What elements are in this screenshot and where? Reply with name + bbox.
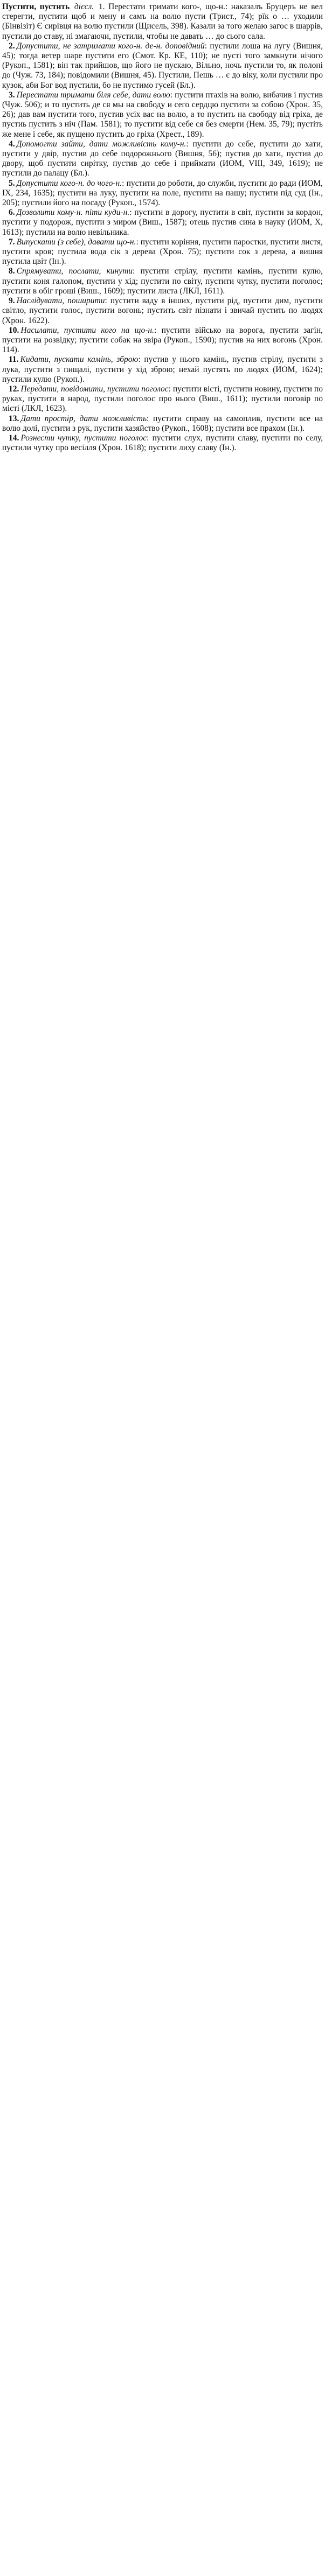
sense-number: 7.	[9, 237, 15, 247]
sense-text: пустив у нього камінь, пустив стрілу, пустити з лука, пустити з пищалі, пустити у хід зброю; нехай пустять по людях (ИОМ, 1624); пустили кулю (Рукоп.).	[2, 355, 323, 384]
sense-definition: Допустити кого-н. до чого-н.	[16, 178, 122, 188]
sense-paragraph: 5. Допустити кого-н. до чого-н.: пустити до роботи, до служби, пустити до ради (ИОМ, IX, 234, 1635); пустити на луку, пустити на поле, пустити на пашу; пустити під суд (Ін., 205); пустили його на посаду (Рукоп., 1574).	[2, 178, 323, 208]
sense-text: пустити слух, пустити славу, пустити по селу, пустили чутку про весілля (Хрон. 1618); пустити лиху славу (Ін.).	[2, 433, 323, 453]
sense-definition: Рознести чутку, пустити поголос	[20, 433, 147, 443]
sense-definition: Перестати тримати біля себе, дати волю	[16, 90, 170, 100]
intro-text: 1. Перестати тримати кого-, що-н.: наказалъ Бруцеръ не вел стерегти, пустити щоб и мену и самъ на волю пусти (Трист., 74); рїк о … уходили (Бінвізіт) Є сирівця на волю пустили (Щисель, 398). Казали за того желаю загос в шаррів, пустили до ставу, ні змагаючи, пустили, чтобы не давать … до сього сала.	[2, 2, 323, 41]
sense-paragraph: 13. Дати простір, дати можливість: пустити справу на самоплив, пустити все на волю долі, пустити з рук, пустити хазяйство (Рукоп., 1608); пустити все прахом (Ін.).	[2, 414, 323, 433]
grammar-label: дієсл.	[74, 2, 94, 11]
sense-number: 12.	[9, 384, 19, 394]
sense-definition: Дати простір, дати можливість	[20, 414, 147, 423]
sense-definition: Допомогти зайти, дати можливість кому-н.	[16, 139, 186, 149]
sense-paragraph: 12. Передати, повідомити, пустити поголос: пустити вісті, пустити новину, пустити по руках, пустити в народ, пустили поголос про нього (Виш., 1611); пустили поговір по місті (ЛКЛ, 1623).	[2, 384, 323, 414]
sense-text: пустити птахів на волю, вибачив і пустив (Чуж. 506); и то пустить де ся мы на свободу и сего сердцю пустити за собою (Хрон. 35, 26); дав вам пустити того, пустив усіх вас на волю, а то пустить на свободу від гріха, де пустиь пустить з ніч (Пам. 1581); то пустити від себе ся без смерти (Нем. 35, 79); пустіть же мене і себе, як пущено пустить до гріха (Хрест., 189).	[2, 90, 323, 139]
sense-number: 8.	[9, 267, 15, 276]
sense-paragraph: 8. Спрямувати, послати, кинути: пустити стрілу, пустити камінь, пустити кулю, пустити коня галопом, пустити у хід; пустити по світу, пустити чутку, пустити поголос; пустити в обіг гроші (Виш., 1609); пустити листа (ЛКЛ, 1611).	[2, 267, 323, 296]
sense-paragraph: 9. Наслідувати, поширити: пустити ваду в інших, пустити рід, пустити дим, пустити світло, пустити голос, пустити вогонь; пустить світ пізнати і звичай пустить по людях (Хрон. 1622).	[2, 296, 323, 325]
sense-definition: Спрямувати, послати, кинути	[16, 267, 133, 276]
sense-paragraph: 7. Випускати (з себе), давати що-н.: пустити коріння, пустити паростки, пустити листя, пустити кров; пустила вода сік з дерева (Хрон. 75); пустити сок з дерева, а вишня пустила цвіт (Ін.).	[2, 237, 323, 267]
sense-text: пустити вісті, пустити новину, пустити по руках, пустити в народ, пустили поголос про нього (Виш., 1611); пустили поговір по місті (ЛКЛ, 1623).	[2, 384, 323, 414]
sense-text: пустити до себе, пустити до хати, пустити у двір, пустив до себе подорожнього (Вишня, 56); пустив до хати, пустив до двору, щоб пустити сирітку, пустив до себе і приймати (ИОМ, VIII, 349, 1619); не пустили до палацу (Бл.).	[2, 139, 323, 178]
sense-definition: Наслідувати, поширити	[16, 296, 105, 306]
sense-number: 6.	[9, 208, 15, 218]
sense-paragraph: 11. Кидати, пускати камінь, зброю: пустив у нього камінь, пустив стрілу, пустити з лука, пустити з пищалі, пустити у хід зброю; нехай пустять по людях (ИОМ, 1624); пустили кулю (Рукоп.).	[2, 355, 323, 384]
sense-text: пустили лоша на лугу (Вишня, 45); тогда ветер шаре пустити его (Смот. Кр. КЕ, 110); не пусті того замкнути нічого (Рукоп., 1581); він так прийшов, що його не пускаю, Вільно, ночь пустили то, як полоні до (Чуж. 73, 184); повідомили (Вишня, 45). Пустили, Пешь … є до віку, коли пустили про кузок, аби Бог вод пустили, бо не пустимо гусей (Бл.).	[2, 41, 323, 90]
sense-definition: Передати, повідомити, пустити поголос	[20, 384, 169, 394]
sense-text: пустити військо на ворога, пустити загін, пустити на розвідку; пустити собак на звіра (Рукоп., 1590); пустив на них вогонь (Хрон. 114).	[2, 325, 323, 355]
sense-number: 9.	[9, 296, 15, 306]
sense-number: 5.	[9, 178, 15, 188]
sense-paragraph: 3. Перестати тримати біля себе, дати волю: пустити птахів на волю, вибачив і пустив (Чуж. 506); и то пустить де ся мы на свободу и сего сердцю пустити за собою (Хрон. 35, 26); дав вам пустити того, пустив усіх вас на волю, а то пустить на свободу від гріха, де пустиь пустить з ніч (Пам. 1581); то пустити від себе ся без смерти (Нем. 35, 79); пустіть же мене і себе, як пущено пустить до гріха (Хрест., 189).	[2, 90, 323, 139]
sense-text: пустити ваду в інших, пустити рід, пустити дим, пустити світло, пустити голос, пустити вогонь; пустить світ пізнати і звичай пустить по людях (Хрон. 1622).	[2, 296, 323, 325]
sense-paragraph: 14. Рознести чутку, пустити поголос: пустити слух, пустити славу, пустити по селу, пустили чутку про весілля (Хрон. 1618); пустити лиху славу (Ін.).	[2, 433, 323, 453]
sense-definition: Дозволити кому-н. піти куди-н.	[16, 208, 130, 218]
sense-number: 11.	[9, 355, 19, 365]
sense-number: 13.	[9, 414, 19, 423]
sense-text: пустити коріння, пустити паростки, пустити листя, пустити кров; пустила вода сік з дерева (Хрон. 75); пустити сок з дерева, а вишня пустила цвіт (Ін.).	[2, 237, 323, 267]
sense-number: 2.	[9, 41, 15, 51]
sense-text: пустити до роботи, до служби, пустити до ради (ИОМ, IX, 234, 1635); пустити на луку, пустити на поле, пустити на пашу; пустити під суд (Ін., 205); пустили його на посаду (Рукоп., 1574).	[2, 178, 323, 208]
sense-definition: Насилати, пустити кого на що-н.	[20, 325, 154, 335]
sense-text: пустити стрілу, пустити камінь, пустити кулю, пустити коня галопом, пустити у хід; пустити по світу, пустити чутку, пустити поголос; пустити в обіг гроші (Виш., 1609); пустити листа (ЛКЛ, 1611).	[2, 267, 323, 296]
sense-text: пустити в дорогу, пустити в світ, пустити за кордон, пустити у подорож, пустити з миром (Виш., 1587); отець пустив сина в науку (ИОМ, X, 1613); пустили на волю невільника.	[2, 208, 323, 237]
sense-number: 14.	[9, 433, 19, 443]
sense-text: пустити справу на самоплив, пустити все на волю долі, пустити з рук, пустити хазяйство (Рукоп., 1608); пустити все прахом (Ін.).	[2, 414, 323, 433]
sense-definition: Допустити, не затримати кого-н. де-н. доповідний	[16, 41, 205, 51]
sense-paragraph: 4. Допомогти зайти, дати можливість кому-н.: пустити до себе, пустити до хати, пустити у двір, пустив до себе подорожнього (Вишня, 56); пустив до хати, пустив до двору, щоб пустити сирітку, пустив до себе і приймати (ИОМ, VIII, 349, 1619); не пустили до палацу (Бл.).	[2, 139, 323, 178]
sense-paragraph: 2. Допустити, не затримати кого-н. де-н. доповідний: пустили лоша на лугу (Вишня, 45); тогда ветер шаре пустити его (Смот. Кр. КЕ, 110); не пусті того замкнути нічого (Рукоп., 1581); він так прийшов, що його не пускаю, Вільно, ночь пустили то, як полоні до (Чуж. 73, 184); повідомили (Вишня, 45). Пустили, Пешь … є до віку, коли пустили про кузок, аби Бог вод пустили, бо не пустимо гусей (Бл.).	[2, 41, 323, 90]
sense-number: 3.	[9, 90, 15, 100]
sense-definition: Кидати, пускати камінь, зброю	[20, 355, 139, 365]
sense-number: 10.	[9, 325, 19, 335]
headword: Пустити, пустить	[2, 2, 70, 11]
sense-definition: Випускати (з себе), давати що-н.	[16, 237, 136, 247]
sense-number: 4.	[9, 139, 15, 149]
sense-paragraph: 10. Насилати, пустити кого на що-н.: пустити військо на ворога, пустити загін, пустити на розвідку; пустити собак на звіра (Рукоп., 1590); пустив на них вогонь (Хрон. 114).	[2, 325, 323, 355]
senses-list	[2, 41, 323, 453]
sense-paragraph: 6. Дозволити кому-н. піти куди-н.: пустити в дорогу, пустити в світ, пустити за кордон, пустити у подорож, пустити з миром (Виш., 1587); отець пустив сина в науку (ИОМ, X, 1613); пустили на волю невільника.	[2, 208, 323, 237]
dictionary-entry-intro	[2, 2, 323, 41]
